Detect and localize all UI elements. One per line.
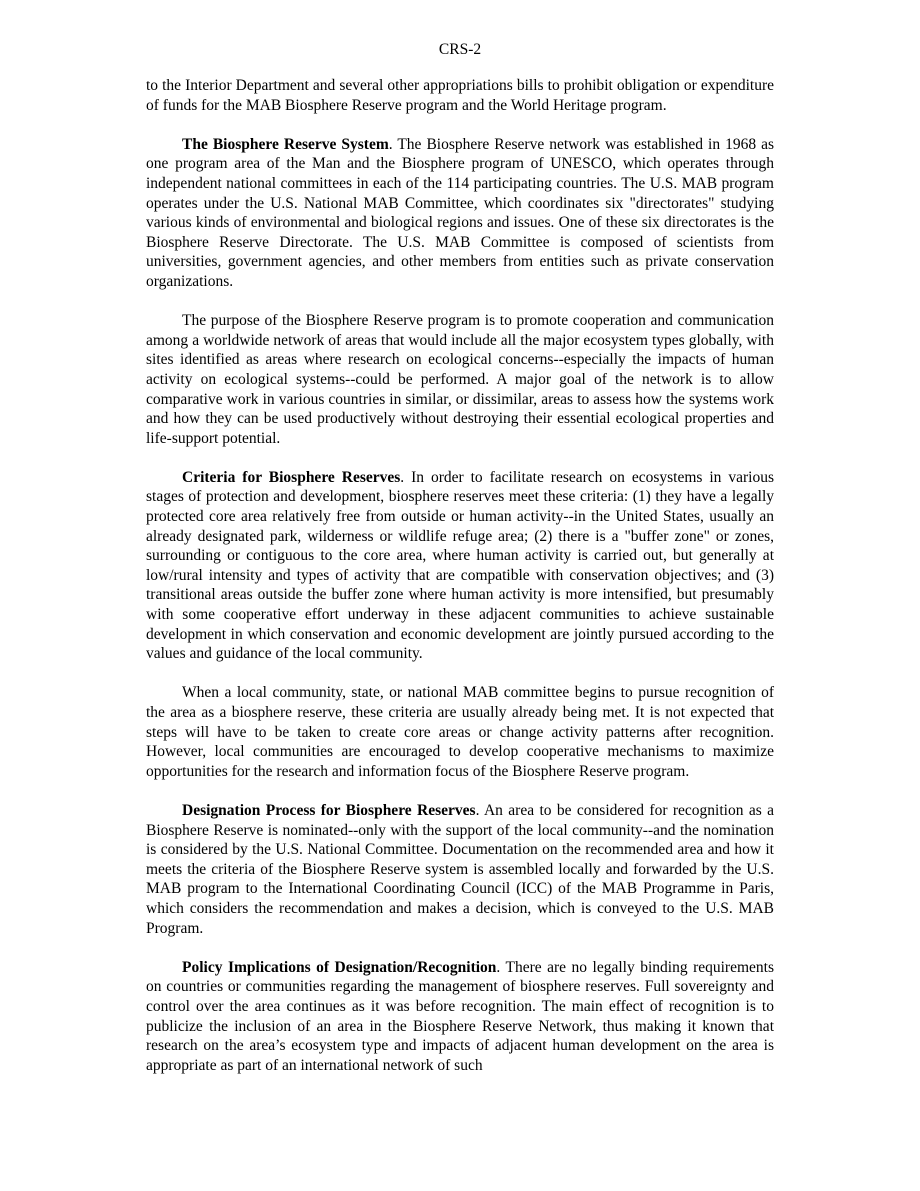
heading-separator: . xyxy=(475,801,484,819)
heading-separator: . xyxy=(400,468,412,486)
paragraph-criteria xyxy=(146,468,774,664)
report-body xyxy=(146,76,774,1075)
paragraph-policy-implications xyxy=(146,958,774,1076)
paragraph-text: An area to be considered for recognition as a Biosphere Reserve is nominated--only with the support of the local community--and the nomination is considered by the U.S. National Committee. Documentation on the recommended area and how it meets the criteria of the Biosphere Reserve system is assembled locally and forwarded by the U.S. MAB program to the International Coordinating Council (ICC) of the MAB Programme in Paris, which considers the recommendation and makes a decision, which is conveyed to the U.S. MAB Program. xyxy=(146,801,774,937)
heading-separator: . xyxy=(496,958,506,976)
section-heading: Designation Process for Biosphere Reserves xyxy=(182,801,476,819)
paragraph-text: In order to facilitate research on ecosystems in various stages of protection and development, biosphere reserves meet these criteria: (1) they have a legally protected core area relatively free from outside or human activity--in the United States, usually an already designated park, wilderness or wildlife refuge area; (2) there is a "buffer zone" or zones, surrounding or contiguous to the core area, where human activity is carried out, but generally at low/rural intensity and types of activity that are compatible with conservation objectives; and (3) transitional areas outside the buffer zone where human activity is more intensified, but presumably with some cooperative effort underway in these adjacent communities to achieve sustainable development in which conservation and economic development are jointly pursued according to the values and guidance of the local community. xyxy=(146,468,775,663)
paragraph-text: The purpose of the Biosphere Reserve program is to promote cooperation and communication among a worldwide network of areas that would include all the major ecosystem types globally, with sites identified as areas where research on ecological concerns--especially the impacts of human activity on ecological systems--could be performed. A major goal of the network is to allow comparative work in various countries in similar, or dissimilar, areas to assess how the systems work and how they can be used productively without destroying their essential ecological properties and life-support potential. xyxy=(146,312,774,447)
paragraph-text: The Biosphere Reserve network was established in 1968 as one program area of the Man and the Biosphere program of UNESCO, which operates through independent national committees in each of the 114 participating countries. The U.S. MAB program operates under the U.S. National MAB Committee, which coordinates six "directorates" studying various kinds of environmental and biological regions and issues. One of these six directorates is the Biosphere Reserve Directorate. The U.S. MAB Committee is composed of scientists from universities, government agencies, and other members from entities such as private conservation organizations. xyxy=(146,135,774,290)
section-heading: Policy Implications of Designation/Recognition xyxy=(182,958,497,976)
paragraph-continuation xyxy=(146,76,774,115)
paragraph-text: to the Interior Department and several other appropriations bills to prohibit obligation or expenditure of funds for the MAB Biosphere Reserve program and the World Heritage program. xyxy=(146,77,774,114)
paragraph-recognition-pursuit xyxy=(146,683,774,781)
heading-separator: . xyxy=(388,135,398,153)
paragraph-text: When a local community, state, or national MAB committee begins to pursue recognition of the area as a biosphere reserve, these criteria are usually already being met. It is not expected that steps will have to be taken to create core areas or change activity patterns after recognition. However, local communities are encouraged to develop cooperative mechanisms to maximize opportunities for the research and information focus of the Biosphere Reserve program. xyxy=(146,684,774,780)
section-heading: Criteria for Biosphere Reserves xyxy=(182,468,401,486)
section-heading: The Biosphere Reserve System xyxy=(182,135,389,153)
paragraph-text: There are no legally binding requirements on countries or communities regarding the management of biosphere reserves. Full sovereignty and control over the area continues as it was before recognition. The main effect of recognition is to publicize the inclusion of an area in the Biosphere Reserve Network, thus making it known that research on the area’s ecosystem type and impacts of adjacent human development on the area is appropriate as part of an international network of such xyxy=(146,958,774,1074)
page-number-header: CRS-2 xyxy=(438,41,482,58)
paragraph-designation-process xyxy=(146,801,774,938)
paragraph-program-purpose xyxy=(146,311,774,448)
paragraph-biosphere-reserve-system xyxy=(146,135,774,292)
